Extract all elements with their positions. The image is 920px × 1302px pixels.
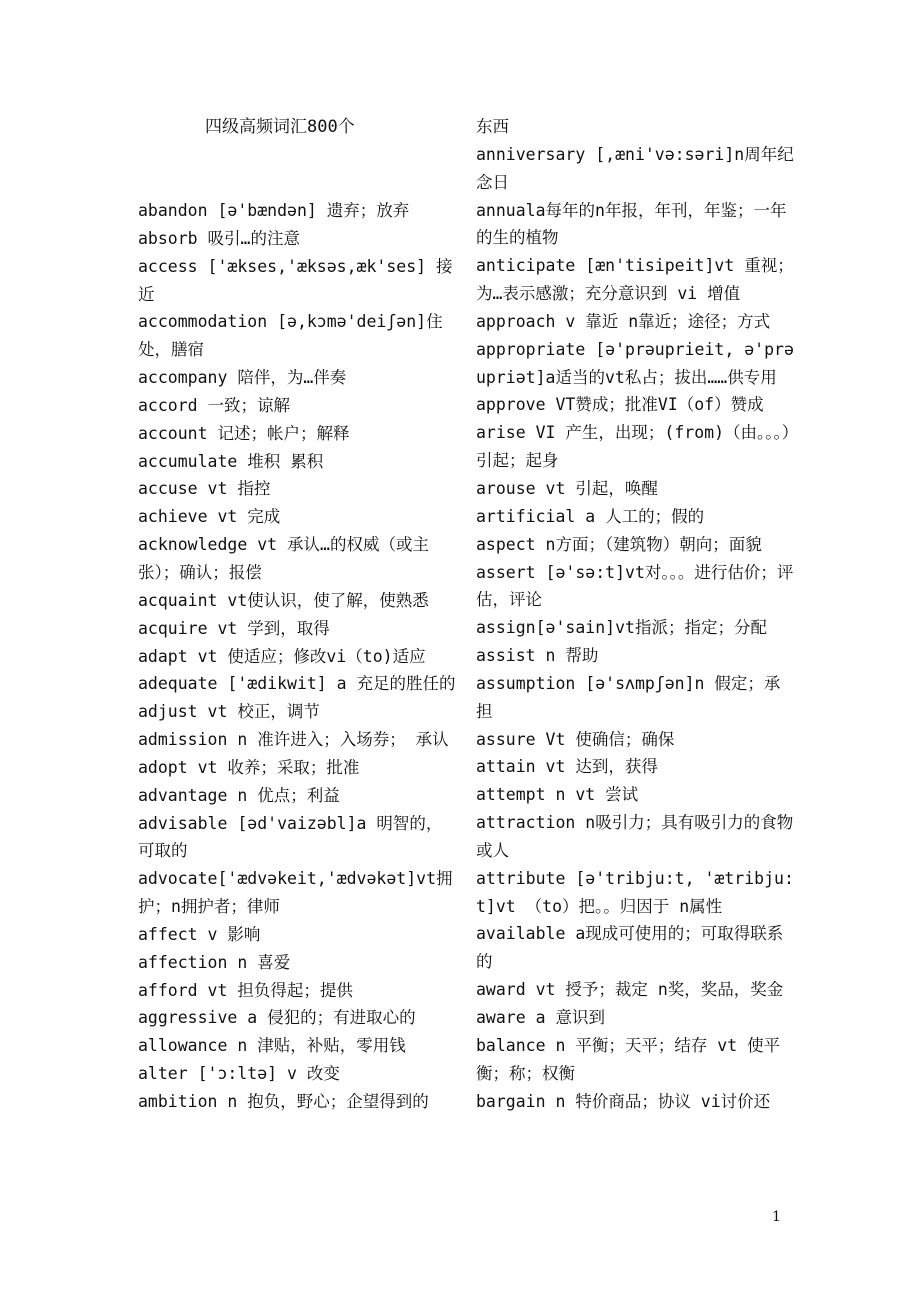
- vocab-entry: attain vt 达到，获得: [476, 757, 658, 777]
- vocab-entry: achieve vt 完成: [138, 507, 281, 527]
- vocab-entry: anniversary [,æni'və:səri]n周年纪念日: [476, 144, 794, 192]
- vocab-entry: accuse vt 指控: [138, 479, 271, 499]
- vocab-entry: adequate ['ædikwit] a 充足的胜任的: [138, 674, 456, 694]
- vocab-entry: absorb 吸引…的注意: [138, 228, 300, 248]
- vocab-entry: approve VT赞成；批准VI（of）赞成: [476, 395, 764, 415]
- vocab-entry: accompany 陪伴，为…伴奏: [138, 368, 347, 388]
- vocab-entry: adopt vt 收养；采取；批准: [138, 757, 360, 777]
- vocab-entry: arise VI 产生，出现；(from)（由。。。）引起；起身: [476, 423, 791, 471]
- vocab-entry: attribute [ə'tribju:t, 'ætribju:t]vt （to）把。。归因于 n属性: [476, 868, 794, 916]
- vocab-entry: aggressive a 侵犯的；有进取心的: [138, 1008, 416, 1028]
- vocab-entry: account 记述；帐户；解释: [138, 423, 350, 443]
- vocab-entry: afford vt 担负得起；提供: [138, 980, 353, 1000]
- vocab-entry: accord 一致；谅解: [138, 395, 291, 415]
- page-number: 1: [772, 1209, 781, 1225]
- vocab-entry: appropriate [ə'prəuprieit, ə'prəupriət]a适当的vt私占；拔出……供专用: [476, 339, 794, 387]
- vocab-entry: advisable [əd'vaizəbl]a 明智的，可取的: [138, 813, 443, 861]
- vocab-entry: allowance n 津贴，补贴，零用钱: [138, 1036, 406, 1056]
- page-title: 四级高频词汇800个: [205, 117, 355, 137]
- vocab-entry: assumption [ə'sʌmpʃən]n 假定；承担: [476, 673, 781, 721]
- vocab-entry: advocate['ædvəkeit,'ædvəkət]vt拥护；n拥护者；律师: [138, 869, 453, 917]
- vocab-entry: anticipate [æn'tisipeit]vt 重视；为…表示感激；充分意识到 vi 增值: [476, 256, 794, 304]
- vocab-entry: arouse vt 引起，唤醒: [476, 478, 658, 498]
- right-column: [476, 113, 796, 1115]
- vocab-entry: award vt 授予；裁定 n奖，奖品，奖金: [476, 980, 784, 1000]
- vocab-entry: aware a 意识到: [476, 1008, 605, 1027]
- vocab-entry: attempt n vt 尝试: [476, 785, 639, 805]
- vocab-entry: advantage n 优点；利益: [138, 785, 340, 805]
- vocab-entry: ambition n 抱负，野心；企望得到的: [138, 1092, 429, 1111]
- vocab-entry: accumulate 堆积 累积: [138, 451, 324, 471]
- vocab-entry: balance n 平衡；天平；结存 vt 使平衡；称；权衡: [476, 1035, 781, 1083]
- vocab-entry: admission n 准许进入；入场券； 承认: [138, 730, 449, 750]
- vocab-entry: annuala每年的n年报，年刊，年鉴；一年的生的植物: [476, 200, 787, 248]
- vocab-entry: assign[ə'sain]vt指派；指定；分配: [476, 618, 767, 638]
- vocab-entry: accommodation [ə,kɔmə'deiʃən]住处，膳宿: [138, 312, 443, 360]
- vocab-entry: attraction n吸引力；具有吸引力的食物或人: [476, 813, 794, 860]
- vocab-entry: acknowledge vt 承认…的权威（或主张）；确认；报偿: [138, 535, 429, 582]
- vocab-entry: acquire vt 学到，取得: [138, 618, 330, 638]
- vocab-entry: acquaint vt使认识，使了解，使熟悉: [138, 590, 429, 610]
- vocab-entry: adapt vt 使适应；修改vi（to)适应: [138, 646, 426, 666]
- vocab-entry: aspect n方面；（建筑物）朝向；面貌: [476, 534, 762, 554]
- vocab-entry: approach v 靠近 n靠近；途径；方式: [476, 311, 771, 331]
- vocab-entry: assist n 帮助: [476, 646, 599, 666]
- vocab-entry: artificial a 人工的；假的: [476, 506, 705, 526]
- vocab-entry: assure Vt 使确信；确保: [476, 729, 675, 749]
- left-column: [138, 197, 456, 1116]
- vocab-entry: affect v 影响: [138, 924, 261, 944]
- vocab-entry: affection n 喜爱: [138, 952, 291, 972]
- vocab-entry: access ['ækses,'æksəs,æk'ses] 接近: [138, 256, 453, 304]
- vocab-entry: available a现成可使用的；可取得联系的: [476, 924, 784, 972]
- vocab-entry: 东西: [476, 117, 509, 136]
- vocab-entry: alter ['ɔ:ltə] v 改变: [138, 1064, 340, 1084]
- vocab-entry: abandon [ə'bændən] 遗弃；放弃: [138, 201, 410, 220]
- vocab-entry: adjust vt 校正，调节: [138, 702, 320, 722]
- vocab-entry: bargain n 特价商品；协议 vi讨价还: [476, 1091, 771, 1111]
- vocab-entry: assert [ə'sə:t]vt对。。。进行估价；评估，评论: [476, 562, 794, 610]
